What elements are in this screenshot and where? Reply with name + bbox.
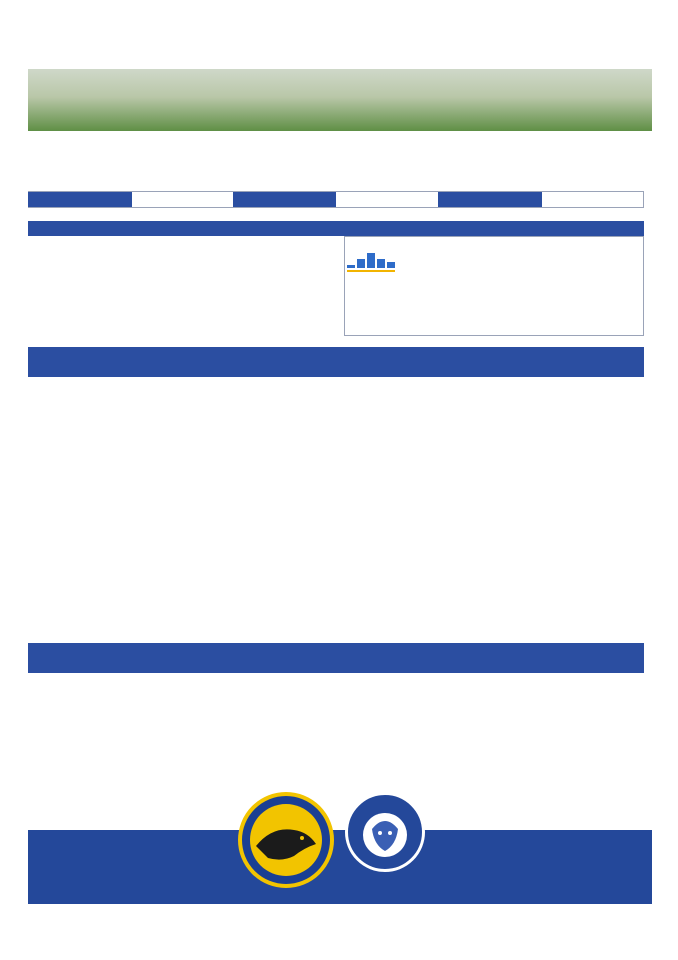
col-ergebnis [418, 362, 644, 377]
col-tore [434, 658, 584, 673]
standings-table [28, 658, 644, 673]
team-photo-banner [28, 69, 652, 131]
col-diff [584, 658, 644, 673]
teams-header [28, 221, 344, 236]
loewen-cup-banner [28, 830, 652, 904]
equalizer-icon [346, 245, 401, 277]
col-mannschaft [73, 658, 312, 673]
col-beginn [150, 362, 192, 377]
jungloewen-badge [345, 792, 425, 872]
col-sp [312, 658, 372, 673]
spielplan-header [28, 347, 644, 362]
powered-by-header [344, 221, 644, 236]
abschlusstabelle-header [28, 643, 644, 658]
spielzeit-label [233, 192, 336, 207]
beginn-label [28, 192, 132, 207]
col-platz [28, 658, 73, 673]
lion-icon [348, 795, 422, 869]
bottom-sponsor-row [28, 904, 650, 938]
col-pkt [372, 658, 434, 673]
col-spielpaarung [192, 362, 418, 377]
top-sponsor-row [28, 31, 650, 69]
pause-label [438, 192, 542, 207]
col-referee [49, 362, 150, 377]
soundexclusive-banner [346, 241, 616, 281]
sc-melk-badge [238, 792, 334, 888]
panther-icon [242, 796, 330, 884]
spielplan-table [28, 362, 644, 377]
col-nr [28, 362, 49, 377]
